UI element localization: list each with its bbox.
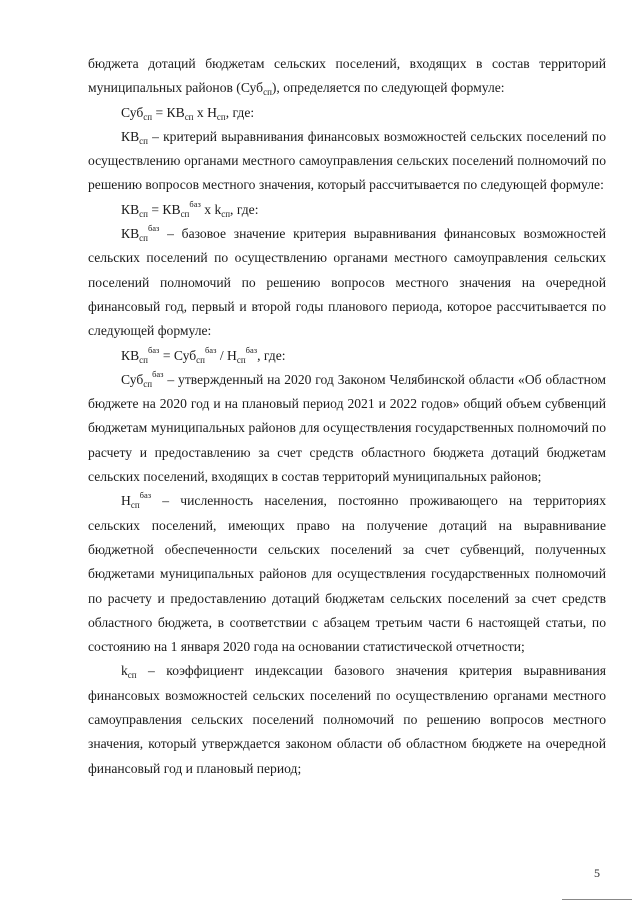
subscript: сп bbox=[130, 500, 140, 511]
subscript: сп bbox=[143, 378, 153, 389]
subscript: сп bbox=[221, 208, 231, 219]
formula-kv-base bbox=[88, 344, 606, 368]
paragraph-text: – коэффициент индексации базового значения критерия выравнивания финансовых возможностей сельских поселений по осуществлению органами местного самоуправления сельских поселений полномочий по решению вопросов местного значения, который утверждается законом области об областном бюджете на очередной финансовый год и плановый период; bbox=[88, 663, 606, 776]
paragraph-intro bbox=[88, 52, 606, 101]
formula-term: х k bbox=[200, 201, 222, 217]
paragraph-text: – критерий выравнивания финансовых возможностей сельских поселений по осуществлению органами местного самоуправления сельских поселений полномочий по решению вопросов местного значения, который рассчитывается по следующей формуле: bbox=[88, 128, 606, 193]
subscript: сп bbox=[216, 111, 226, 122]
subscript: сп bbox=[196, 354, 205, 365]
paragraph-text: – базовое значение критерия выравнивания финансовых возможностей сельских поселений по осуществлению органами местного самоуправления сельских поселений полномочий по решению вопросов местного значения на очередной финансовый год, первый и второй годы планового периода, которое рассчитывается по следующей формуле: bbox=[88, 226, 606, 339]
subscript: сп bbox=[139, 233, 148, 244]
formula-term: = КВ bbox=[152, 104, 185, 120]
paragraph-population-definition bbox=[88, 489, 606, 659]
subscript: сп bbox=[180, 208, 190, 219]
superscript: баз bbox=[147, 223, 160, 234]
paragraph-sub-base-definition bbox=[88, 368, 606, 489]
subscript: сп bbox=[139, 354, 148, 365]
paragraph-k-definition bbox=[88, 659, 606, 780]
paragraph-kv-definition bbox=[88, 125, 606, 198]
superscript: баз bbox=[189, 198, 201, 209]
formula-sub bbox=[88, 101, 606, 125]
formula-term: КВ bbox=[121, 347, 140, 363]
footer-divider bbox=[562, 899, 632, 900]
subscript: сп bbox=[263, 87, 272, 98]
superscript: баз bbox=[147, 344, 160, 355]
term: k bbox=[121, 663, 128, 679]
paragraph-text: – численность населения, постоянно проживающего на территориях сельских поселений, имеющих право на получение дотаций на выравнивание бюджетной обеспеченности сельских поселений за счет субвенций, полученных бюджетами муниципальных районов для осуществления государственных полномочий по расчету и предоставлению дотаций бюджетам сельских поселений за счет средств областного бюджета, в соответствии с абзацем третьим части 6 настоящей статьи, по состоянию на 1 января 2020 года на основании статистической отчетности; bbox=[88, 493, 606, 655]
term: КВ bbox=[121, 128, 140, 144]
subscript: сп bbox=[127, 670, 137, 681]
subscript: сп bbox=[236, 354, 246, 365]
paragraph-text: бюджета дотаций бюджетам сельских поселений, входящих в состав территорий муниципальных районов (Суб bbox=[88, 56, 606, 96]
subscript: сп bbox=[143, 111, 153, 122]
page-number: 5 bbox=[594, 866, 600, 880]
superscript: баз bbox=[204, 344, 217, 355]
document-body bbox=[88, 52, 606, 781]
formula-term: Суб bbox=[121, 104, 144, 120]
paragraph-text: – утвержденный на 2020 год Законом Челябинской области «Об областном бюджете на 2020 год и на плановый период 2021 и 2022 годов» общий объем субвенций бюджетам муниципальных районов для осуществления государственных полномочий по расчету и предоставлению за счет средств областного бюджета дотаций бюджетам сельских поселений, входящих в состав территорий муниципальных районов; bbox=[88, 371, 606, 485]
formula-term: = Суб bbox=[159, 347, 197, 363]
formula-term: / Н bbox=[216, 347, 237, 363]
formula-term: КВ bbox=[121, 201, 140, 217]
formula-term: = КВ bbox=[147, 201, 181, 217]
superscript: баз bbox=[139, 490, 152, 501]
paragraph-kv-base-definition bbox=[88, 222, 606, 343]
subscript: сп bbox=[139, 135, 148, 146]
paragraph-text: ), определяется по следующей формуле: bbox=[271, 80, 505, 96]
formula-term: , где: bbox=[230, 201, 259, 217]
formula-term: , где: bbox=[225, 104, 255, 120]
subscript: сп bbox=[184, 111, 194, 122]
term: Суб bbox=[121, 371, 144, 387]
formula-term: , где: bbox=[257, 347, 286, 363]
formula-term: х Н bbox=[193, 104, 217, 120]
term: КВ bbox=[121, 226, 140, 242]
term: Н bbox=[121, 493, 131, 509]
subscript: сп bbox=[139, 208, 148, 219]
superscript: баз bbox=[152, 368, 164, 379]
formula-kv bbox=[88, 198, 606, 222]
superscript: баз bbox=[245, 344, 258, 355]
